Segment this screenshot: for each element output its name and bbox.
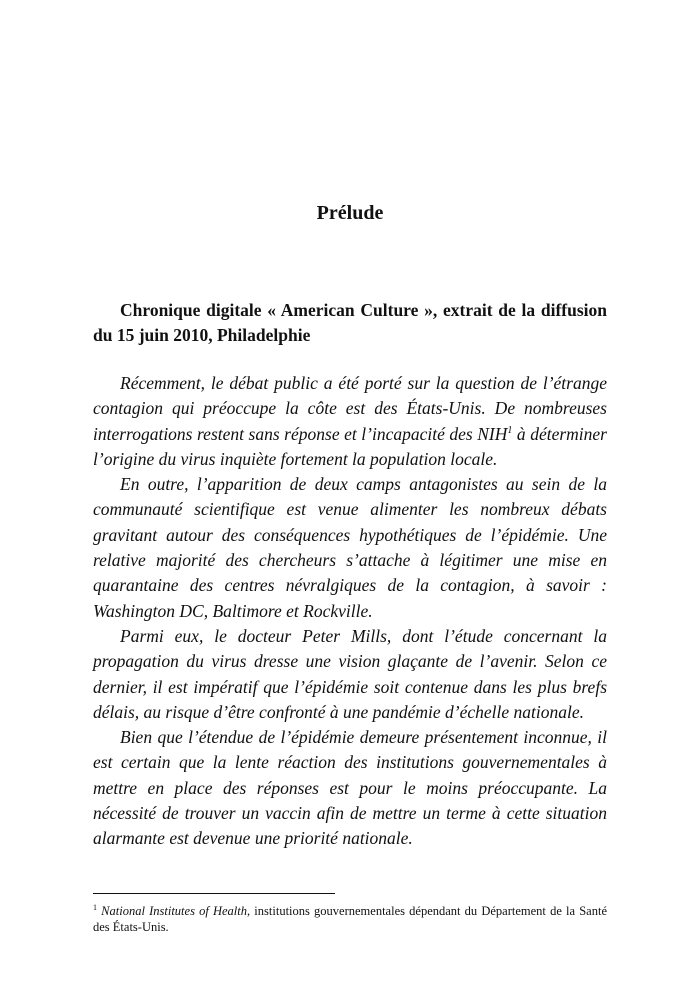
body-text	[93, 371, 607, 852]
section-heading: Chronique digitale « American Culture », extrait de la diffusion du 15 juin 2010, Philadelphie	[93, 300, 607, 345]
chapter-title: Prélude	[316, 202, 384, 224]
paragraph: En outre, l’apparition de deux camps antagonistes au sein de la communauté scientifique est venue alimenter les nombreux débats gravitant autour des conséquences hypothétiques de l’épidémie. Une relative majorité des chercheurs s’attache à légitimer une mise en quarantaine des centres névralgiques de la contagion, à savoir : Washington DC, Baltimore et Rockville.	[93, 474, 607, 621]
paragraph-text: Récemment, le débat public a été porté sur la question de l’étrange contagion qui préoccupe la côte est des États-Unis. De nombreuses interrogations restent sans réponse et l’incapacité des NIH	[93, 373, 607, 444]
footnote-number: 1	[93, 902, 97, 912]
footnote-term: National Institutes of Health	[101, 904, 248, 918]
paragraph-text: à déterminer l’origine du virus inquiète fortement la population locale.	[93, 423, 607, 469]
footnote	[93, 903, 607, 935]
footnote-text: , institutions gouvernementales dépendant du Département de la Santé des États-Unis.	[93, 904, 607, 934]
paragraph: Bien que l’étendue de l’épidémie demeure présentement inconnue, il est certain que la lente réaction des institutions gouvernementales à mettre en place des réponses est pour le moins préoccupante. La nécessité de trouver un vaccin afin de mettre un terme à cette situation alarmante est devenue une priorité nationale.	[93, 727, 607, 849]
footnote-divider	[93, 893, 335, 894]
paragraph	[93, 371, 607, 472]
footnote-reference: 1	[507, 424, 513, 436]
paragraph: Parmi eux, le docteur Peter Mills, dont l’étude concernant la propagation du virus dresse une vision glaçante de l’avenir. Selon ce dernier, il est impératif que l’épidémie soit contenue dans les plus brefs délais, au risque d’être confronté à une pandémie d’échelle nationale.	[93, 625, 607, 722]
